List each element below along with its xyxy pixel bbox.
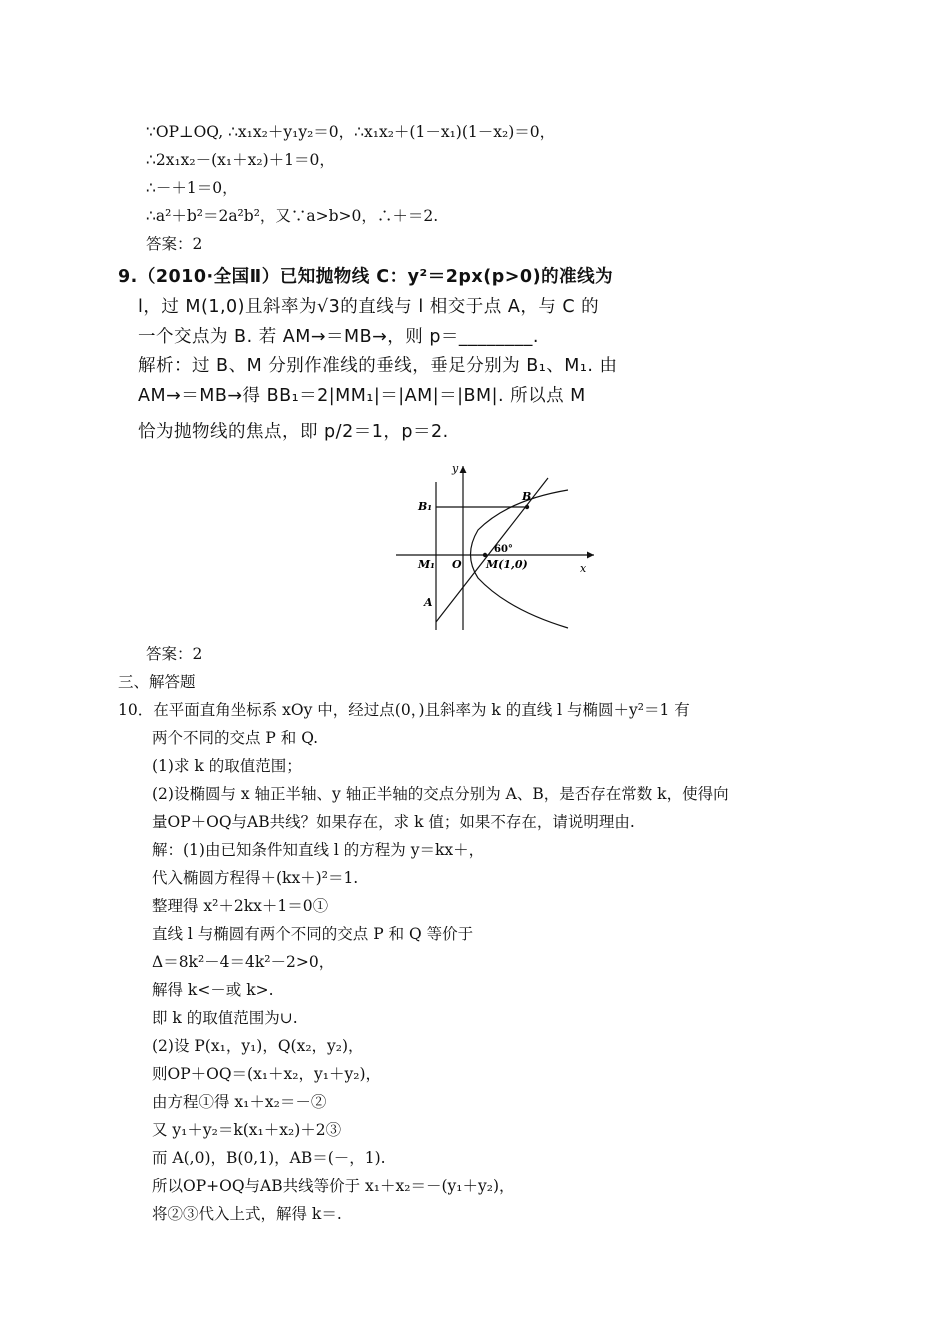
problem10-line-12: 即 k 的取值范围为∪.	[152, 1009, 298, 1027]
problem9-line6: 恰为抛物线的焦点，即 p/2＝1，p＝2.	[138, 422, 449, 442]
label-b1: B₁	[418, 500, 433, 513]
problem10-line-17: 而 A(,0)，B(0,1)，AB＝(－，1).	[152, 1149, 386, 1167]
answer-9: 答案：2	[146, 645, 203, 663]
problem10-line-10: Δ＝8k²－4＝4k²－2>0，	[152, 953, 335, 971]
answer-8: 答案：2	[146, 235, 203, 253]
problem10-line-9: 直线 l 与椭圆有两个不同的交点 P 和 Q 等价于	[152, 925, 474, 943]
problem10-line-3: (1)求 k 的取值范围；	[152, 757, 302, 775]
top-line-4: ∴a²＋b²＝2a²b²，又∵a>b>0，∴＋＝2.	[146, 207, 439, 225]
problem10-line-6: 解：(1)由已知条件知直线 l 的方程为 y＝kx＋，	[152, 841, 485, 859]
section3-heading: 三、解答题	[118, 673, 196, 691]
problem9-line5: AM→＝MB→得 BB₁＝2|MM₁|＝|AM|＝|BM|. 所以点 M	[138, 386, 586, 406]
point-m	[483, 553, 487, 557]
top-line-1: ∵OP⊥OQ, ∴x₁x₂＋y₁y₂＝0，∴x₁x₂＋(1－x₁)(1－x₂)＝0，	[146, 123, 556, 141]
problem9-line1: 9.（2010·全国Ⅱ）已知抛物线 C：y²＝2px(p>0)的准线为	[118, 267, 614, 287]
problem10-line-2: 两个不同的交点 P 和 Q.	[152, 729, 319, 747]
label-m1: M₁	[418, 558, 435, 571]
label-o: O	[452, 558, 462, 571]
label-m: M(1,0)	[486, 558, 528, 571]
problem10-line-15: 由方程①得 x₁＋x₂＝－②	[152, 1093, 327, 1111]
problem10-line-5: 量OP＋OQ与AB共线？如果存在，求 k 值；如果不存在，请说明理由.	[152, 813, 635, 831]
label-y: y	[452, 462, 459, 475]
point-b	[525, 505, 529, 509]
problem10-line-16: 又 y₁＋y₂＝k(x₁＋x₂)＋2③	[152, 1121, 342, 1139]
problem9-line3: 一个交点为 B. 若 AM→＝MB→，则 p＝________.	[138, 327, 539, 347]
problem10-line-13: (2)设 P(x₁，y₁)，Q(x₂，y₂)，	[152, 1037, 364, 1055]
problem9-line4: 解析：过 B、M 分别作准线的垂线，垂足分别为 B₁、M₁. 由	[138, 356, 618, 376]
label-a: A	[424, 596, 433, 609]
label-x: x	[580, 562, 587, 575]
problem10-line-8: 整理得 x²＋2kx＋1＝0①	[152, 897, 329, 915]
problem10-line-18: 所以OP+OQ与AB共线等价于 x₁＋x₂＝－(y₁＋y₂)，	[152, 1177, 515, 1195]
problem10-line-19: 将②③代入上式，解得 k＝.	[152, 1205, 342, 1223]
label-b: B	[522, 490, 532, 503]
problem10-line-14: 则OP＋OQ＝(x₁＋x₂，y₁＋y₂)，	[152, 1065, 381, 1083]
problem10-line-4: (2)设椭圆与 x 轴正半轴、y 轴正半轴的交点分别为 A、B，是否存在常数 k，使得向	[152, 785, 729, 803]
label-angle: 60°	[494, 544, 513, 555]
problem10-line-1: 10．在平面直角坐标系 xOy 中，经过点(0，)且斜率为 k 的直线 l 与椭圆＋y²＝1 有	[118, 701, 690, 719]
top-line-2: ∴2x₁x₂－(x₁＋x₂)＋1＝0，	[146, 151, 335, 169]
problem10-line-11: 解得 k<－或 k>.	[152, 981, 274, 999]
problem10-line-7: 代入椭圆方程得＋(kx＋)²＝1.	[152, 869, 359, 887]
top-line-3: ∴－＋1＝0，	[146, 179, 238, 197]
problem9-line2: l，过 M(1,0)且斜率为√3的直线与 l 相交于点 A，与 C 的	[138, 297, 600, 317]
parabola-figure	[388, 460, 608, 632]
